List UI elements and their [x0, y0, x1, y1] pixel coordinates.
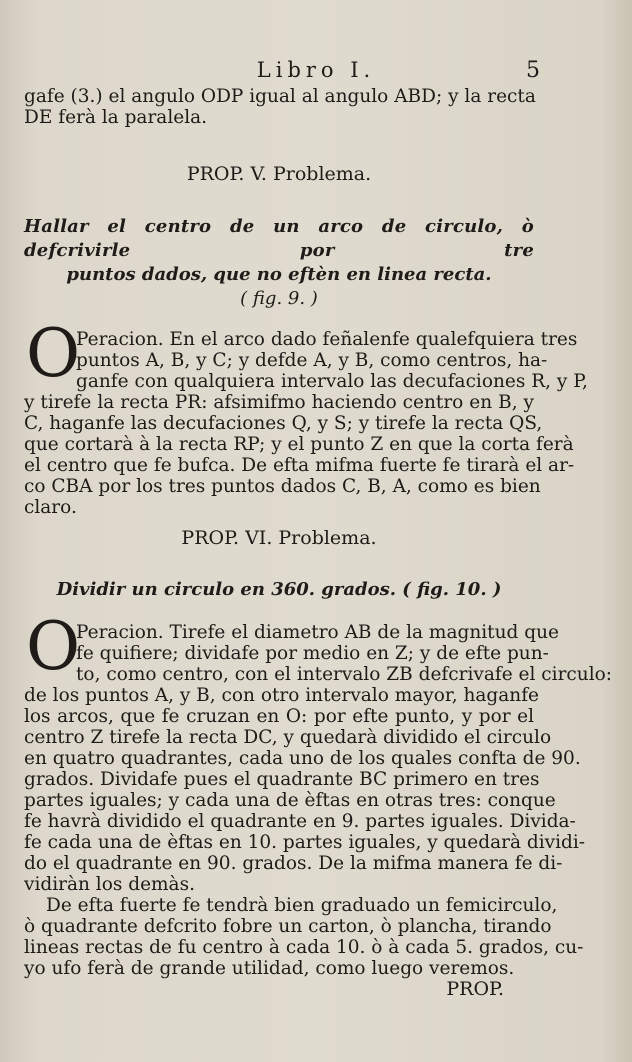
text-line: DE ferà la paralela.	[24, 107, 208, 128]
prop6-title: Dividir un circulo en 360. grados. ( fig. 10. )	[56, 579, 502, 600]
catchword: PROP.	[446, 978, 504, 1000]
text-line: gafe (3.) el angulo ODP igual al angulo ABD; y la recta	[24, 86, 536, 107]
text-line: fe havrà dividido el quadrante en 9. partes iguales. Divida-	[24, 811, 576, 832]
drop-cap: O	[26, 315, 81, 392]
text-line: que cortarà à la recta RP; y el punto Z en que la corta ferà	[24, 434, 574, 455]
text-line: claro.	[24, 497, 77, 518]
text-line: de los puntos A, y B, con otro intervalo mayor, haganfe	[24, 685, 539, 706]
text-line: el centro que fe bufca. De efta mifma fuerte fe tirarà el ar-	[24, 455, 575, 476]
running-head: Libro I.	[256, 58, 376, 82]
text-line: puntos A, B, y C; y defde A, y B, como centros, ha-	[76, 350, 548, 371]
drop-cap: O	[26, 608, 81, 685]
text-line: C, haganfe las decufaciones Q, y S; y tirefe la recta QS,	[24, 413, 543, 434]
text-line: yo ufo ferà de grande utilidad, como luego veremos.	[24, 958, 515, 979]
text-line: y tirefe la recta PR: afsimifmo haciendo centro en B, y	[24, 392, 534, 413]
text-line: co CBA por los tres puntos dados C, B, A, como es bien	[24, 476, 541, 497]
text-line: Peracion. En el arco dado feñalenfe qualefquiera tres	[76, 329, 578, 350]
prop5-fig-ref: ( fig. 9. )	[240, 288, 318, 309]
page-body	[24, 86, 612, 1000]
prop6-heading: PROP. VI. Problema.	[181, 527, 377, 549]
text-line: lineas rectas de fu centro à cada 10. ò à cada 5. grados, cu-	[24, 937, 584, 958]
text-line: en quatro quadrantes, cada uno de los quales confta de 90.	[24, 748, 581, 769]
text-line: vidiràn los demàs.	[24, 874, 195, 895]
prop5-title	[24, 215, 534, 311]
prop5-title-line: Hallar el centro de un arco de circulo, ò defcrivirle por tre	[24, 216, 534, 261]
prop5-paragraph	[24, 315, 588, 518]
text-line: fe cada una de èftas en 10. partes iguales, y quedarà dividi-	[24, 832, 586, 853]
prop5-heading: PROP. V. Problema.	[186, 163, 372, 185]
text-line: ò quadrante defcrito fobre un carton, ò plancha, tirando	[24, 916, 552, 937]
text-line: ganfe con qualquiera intervalo las decufaciones R, y P,	[76, 371, 588, 392]
text-line: do el quadrante en 90. grados. De la mifma manera fe di-	[24, 853, 563, 874]
prop5-title-line: puntos dados, que no eftèn en linea recta.	[66, 264, 492, 285]
page-number: 5	[526, 58, 540, 83]
text-line: Peracion. Tirefe el diametro AB de la magnitud que	[76, 622, 559, 643]
prop6-paragraph	[24, 608, 612, 895]
text-line: centro Z tirefe la recta DC, y quedarà dividido el circulo	[24, 727, 552, 748]
text-line: De efta fuerte fe tendrà bien graduado un femicirculo,	[46, 895, 558, 916]
prop6-paragraph-2	[24, 895, 584, 979]
text-line: grados. Dividafe pues el quadrante BC primero en tres	[24, 769, 540, 790]
text-line: partes iguales; y cada una de èftas en otras tres: conque	[24, 790, 556, 811]
text-line: fe quifiere; dividafe por medio en Z; y de efte pun-	[76, 643, 549, 664]
text-line: los arcos, que fe cruzan en O: por efte punto, y por el	[24, 706, 534, 727]
text-line: to, como centro, con el intervalo ZB defcrivafe el circulo:	[76, 664, 612, 685]
